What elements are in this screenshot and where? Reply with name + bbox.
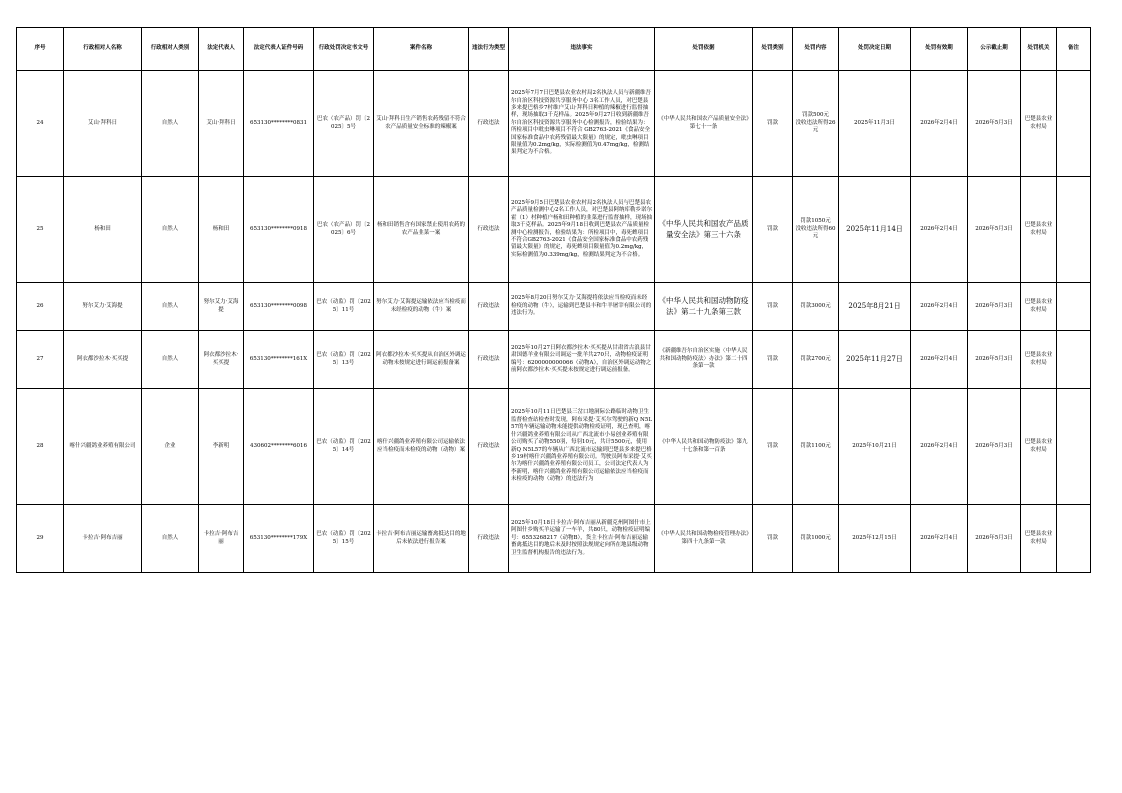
cell-id: 653130********0831: [244, 71, 314, 177]
header-row: [17, 28, 1091, 71]
cell-basis: 《中华人民共和国农产品质量安全法》第三十六条: [655, 177, 753, 283]
cell-case: 卡拉吉·阿布吉丽运输畜禽抵达目的地后未依法进行报告案: [374, 505, 469, 573]
header-category: 行政相对人类别: [142, 28, 199, 71]
cell-valid: 2026年2月4日: [911, 283, 968, 331]
header-ptype: 处罚类别: [753, 28, 793, 71]
cell-doc-no: 巴农（农产品）罚〔2025〕6号: [314, 177, 374, 283]
cell-name: 杨和田: [64, 177, 142, 283]
header-type: 违法行为类型: [469, 28, 509, 71]
cell-org: 巴楚县农业农村局: [1021, 331, 1057, 389]
cell-content: 罚款1100元: [793, 389, 839, 505]
cell-case: 喀什兴疆鸽业养殖有限公司运输依法应当检疫而未检疫的动物（动物）案: [374, 389, 469, 505]
cell-ptype: 罚款: [753, 177, 793, 283]
cell-name: 卡拉吉·阿布吉丽: [64, 505, 142, 573]
cell-org: 巴楚县农业农村局: [1021, 177, 1057, 283]
cell-id: 653130********161X: [244, 331, 314, 389]
cell-pub-end: 2026年5月3日: [968, 505, 1021, 573]
cell-doc-no: 巴农（动监）罚〔2025〕14号: [314, 389, 374, 505]
cell-type: 行政违法: [469, 331, 509, 389]
cell-category: 自然人: [142, 331, 199, 389]
cell-valid: 2026年2月4日: [911, 389, 968, 505]
cell-facts: 2025年8月20日努尔艾力·艾海提将依法应当检疫而未经检疫的动物（牛），运输到巴楚县丰和牛羊屠宰有限公司的违法行为。: [509, 283, 655, 331]
header-id: 法定代表人证件号码: [244, 28, 314, 71]
cell-name: 努尔艾力·艾海提: [64, 283, 142, 331]
cell-id: 430602********6016: [244, 389, 314, 505]
header-valid: 处罚有效期: [911, 28, 968, 71]
cell-note: [1057, 283, 1091, 331]
table-row: [17, 505, 1091, 573]
cell-rep: 李新明: [199, 389, 244, 505]
cell-doc-no: 巴农（动监）罚〔2025〕11号: [314, 283, 374, 331]
cell-content: 罚款1050元 没收违法所得60元: [793, 177, 839, 283]
cell-note: [1057, 389, 1091, 505]
cell-type: 行政违法: [469, 283, 509, 331]
cell-name: 阿衣都沙拉木·买买提: [64, 331, 142, 389]
cell-basis: 《中华人民共和国农产品质量安全法》第七十一条: [655, 71, 753, 177]
cell-facts: 2025年9月5日巴楚县农业农村局2名执法人员与巴楚县农产品质量检测中心2名工作人员，对巴楚县阿纳库勒乡诺尔霍（1）村种植户杨和田种植的韭菜进行监督抽样，现场抽取3千克样品。2025年9月18日收到巴楚县农产品质量检测中心检测报告，检验结果为：所检项目中，毒死蜱项目不符合GB2763-2021《食品安全国家标准食品中农药残留最大限量》的规定，毒死蜱项目限量值为0.2mg/kg，实际检测值为0.339mg/kg，检测结果判定为不合格。: [509, 177, 655, 283]
cell-note: [1057, 177, 1091, 283]
cell-case: 阿衣都沙拉木·买买提从自治区外调运动物未按规定进行调运前报备案: [374, 331, 469, 389]
cell-org: 巴楚县农业农村局: [1021, 71, 1057, 177]
cell-content: 罚款2700元: [793, 331, 839, 389]
cell-date: 2025年10月21日: [839, 389, 911, 505]
cell-rep: 艾山·拜科日: [199, 71, 244, 177]
header-no: 序号: [17, 28, 64, 71]
cell-facts: 2025年10月27日阿衣都沙拉木·买买提从甘肃省古浪县甘肃国德羊业有限公司调运一批羊共270只，动物检疫证明编号：6200000000066（动物A），自治区外调运动物之前阿衣都沙拉木·买买提未按规定进行调运前报备。: [509, 331, 655, 389]
header-date: 处罚决定日期: [839, 28, 911, 71]
cell-date: 2025年11月3日: [839, 71, 911, 177]
cell-basis: 《中华人民共和国动物防疫法》第二十九条第三款: [655, 283, 753, 331]
cell-name: 喀什兴疆鸽业养殖有限公司: [64, 389, 142, 505]
cell-ptype: 罚款: [753, 331, 793, 389]
header-name: 行政相对人名称: [64, 28, 142, 71]
cell-ptype: 罚款: [753, 389, 793, 505]
cell-no: 29: [17, 505, 64, 573]
cell-pub-end: 2026年5月3日: [968, 331, 1021, 389]
cell-valid: 2026年2月4日: [911, 177, 968, 283]
cell-no: 28: [17, 389, 64, 505]
table-row: [17, 177, 1091, 283]
cell-no: 26: [17, 283, 64, 331]
header-pub-end: 公示截止期: [968, 28, 1021, 71]
cell-date: 2025年11月14日: [839, 177, 911, 283]
cell-doc-no: 巴农（农产品）罚〔2025〕5号: [314, 71, 374, 177]
cell-valid: 2026年2月4日: [911, 71, 968, 177]
cell-category: 自然人: [142, 177, 199, 283]
cell-id: 653130********0098: [244, 283, 314, 331]
cell-rep: 阿衣都沙拉木·买买提: [199, 331, 244, 389]
cell-date: 2025年11月27日: [839, 331, 911, 389]
cell-note: [1057, 331, 1091, 389]
cell-rep: 卡拉吉·阿布吉丽: [199, 505, 244, 573]
cell-ptype: 罚款: [753, 505, 793, 573]
cell-ptype: 罚款: [753, 283, 793, 331]
penalty-table: [16, 27, 1091, 573]
header-content: 处罚内容: [793, 28, 839, 71]
cell-doc-no: 巴农（动监）罚〔2025〕15号: [314, 505, 374, 573]
cell-valid: 2026年2月4日: [911, 505, 968, 573]
cell-note: [1057, 505, 1091, 573]
cell-case: 艾山·拜科日生产销售农药残留不符合农产品质量安全标准的辣椒案: [374, 71, 469, 177]
cell-org: 巴楚县农业农村局: [1021, 389, 1057, 505]
table-row: [17, 71, 1091, 177]
cell-date: 2025年8月21日: [839, 283, 911, 331]
cell-category: 自然人: [142, 71, 199, 177]
cell-date: 2025年12月15日: [839, 505, 911, 573]
cell-pub-end: 2026年5月3日: [968, 177, 1021, 283]
cell-no: 25: [17, 177, 64, 283]
header-facts: 违法事实: [509, 28, 655, 71]
cell-type: 行政违法: [469, 177, 509, 283]
cell-note: [1057, 71, 1091, 177]
table-row: [17, 331, 1091, 389]
header-org: 处罚机关: [1021, 28, 1057, 71]
cell-facts: 2025年7月7日巴楚县农业农村局2名执法人员与新疆维吾尔自治区科技资源共享服务中心 3名工作人员，对巴楚县多来提巴格乡7村维户艾山·拜科日种植的辣椒进行监督抽样，现场抽取3千克样品。2025年9月27日收到新疆维吾尔自治区科技资源共享服务中心检测报告，检验结果为：所检项目中吡虫啉项目不符合 GB2763-2021《食品安全国家标准食品中农药残留最大限量》的规定，吡虫啉项目限量值为0.2mg/kg，实际检测值为0.47mg/kg，检测结果判定为不合格。: [509, 71, 655, 177]
header-basis: 处罚依据: [655, 28, 753, 71]
cell-type: 行政违法: [469, 505, 509, 573]
cell-type: 行政违法: [469, 71, 509, 177]
cell-category: 企业: [142, 389, 199, 505]
cell-content: 罚款500元 没收违法所得26元: [793, 71, 839, 177]
header-rep: 法定代表人: [199, 28, 244, 71]
cell-pub-end: 2026年5月3日: [968, 71, 1021, 177]
header-case: 案件名称: [374, 28, 469, 71]
header-doc-no: 行政处罚决定书文号: [314, 28, 374, 71]
cell-facts: 2025年10月11日巴楚县三岔口地洞际公路临时动物卫生监督检查站检查时发现，阿布采提·艾买尔驾驶的新Q N5L57的车辆运输动物未能提供动物检疫证明，现已查明，喀什兴疆鸽业养殖有限公司从广西北流市小易创业养殖有限公司购买了动物550羽，每羽10元，共计5500元，使用新Q N5L57的车辆从广西北流市运输到巴楚县多来提巴格乡19村喀什兴疆鸽业养殖有限公司。驾驶员阿布采提·艾买尔为喀什兴疆鸽业养殖有限公司员工，公司法定代表人为李新明，喀什兴疆鸽业养殖有限公司运输依法应当检疫而未检疫的动物（动物）的违法行为: [509, 389, 655, 505]
cell-content: 罚款1000元: [793, 505, 839, 573]
cell-basis: 《中华人民共和国动物检疫管理办法》第四十九条第一款: [655, 505, 753, 573]
cell-ptype: 罚款: [753, 71, 793, 177]
cell-no: 27: [17, 331, 64, 389]
cell-case: 杨和田销售含有国家禁止使用农药的农产品韭菜一案: [374, 177, 469, 283]
cell-category: 自然人: [142, 505, 199, 573]
cell-type: 行政违法: [469, 389, 509, 505]
header-note: 备注: [1057, 28, 1091, 71]
cell-valid: 2026年2月4日: [911, 331, 968, 389]
cell-pub-end: 2026年5月3日: [968, 283, 1021, 331]
cell-name: 艾山·拜科日: [64, 71, 142, 177]
cell-doc-no: 巴农（动监）罚〔2025〕13号: [314, 331, 374, 389]
cell-basis: 《新疆维吾尔自治区实施〈中华人民共和国动物防疫法〉办法》第二十四条第一款: [655, 331, 753, 389]
cell-id: 653130********179X: [244, 505, 314, 573]
cell-content: 罚款3000元: [793, 283, 839, 331]
cell-case: 努尔艾力·艾海提运输依法应当检疫而未经检疫的动物（牛）案: [374, 283, 469, 331]
cell-category: 自然人: [142, 283, 199, 331]
cell-no: 24: [17, 71, 64, 177]
table-row: [17, 389, 1091, 505]
cell-rep: 努尔艾力·艾海提: [199, 283, 244, 331]
cell-facts: 2025年10月18日卡拉吉·阿布吉丽从新疆克州阿图什市上阿图什乡购买羊运输了一车羊，共80只，动物检疫证明编号：6553268217（动物B），货主卡拉吉·阿布吉丽运输畜禽抵达目的地后未及时按照法规规定向所在地县级动物卫生监督机构报告的违法行为。: [509, 505, 655, 573]
cell-org: 巴楚县农业农村局: [1021, 283, 1057, 331]
cell-org: 巴楚县农业农村局: [1021, 505, 1057, 573]
cell-rep: 杨和田: [199, 177, 244, 283]
table-row: [17, 283, 1091, 331]
cell-basis: 《中华人民共和国动物防疫法》第九十七条和第一百条: [655, 389, 753, 505]
cell-pub-end: 2026年5月3日: [968, 389, 1021, 505]
cell-id: 653130********0918: [244, 177, 314, 283]
